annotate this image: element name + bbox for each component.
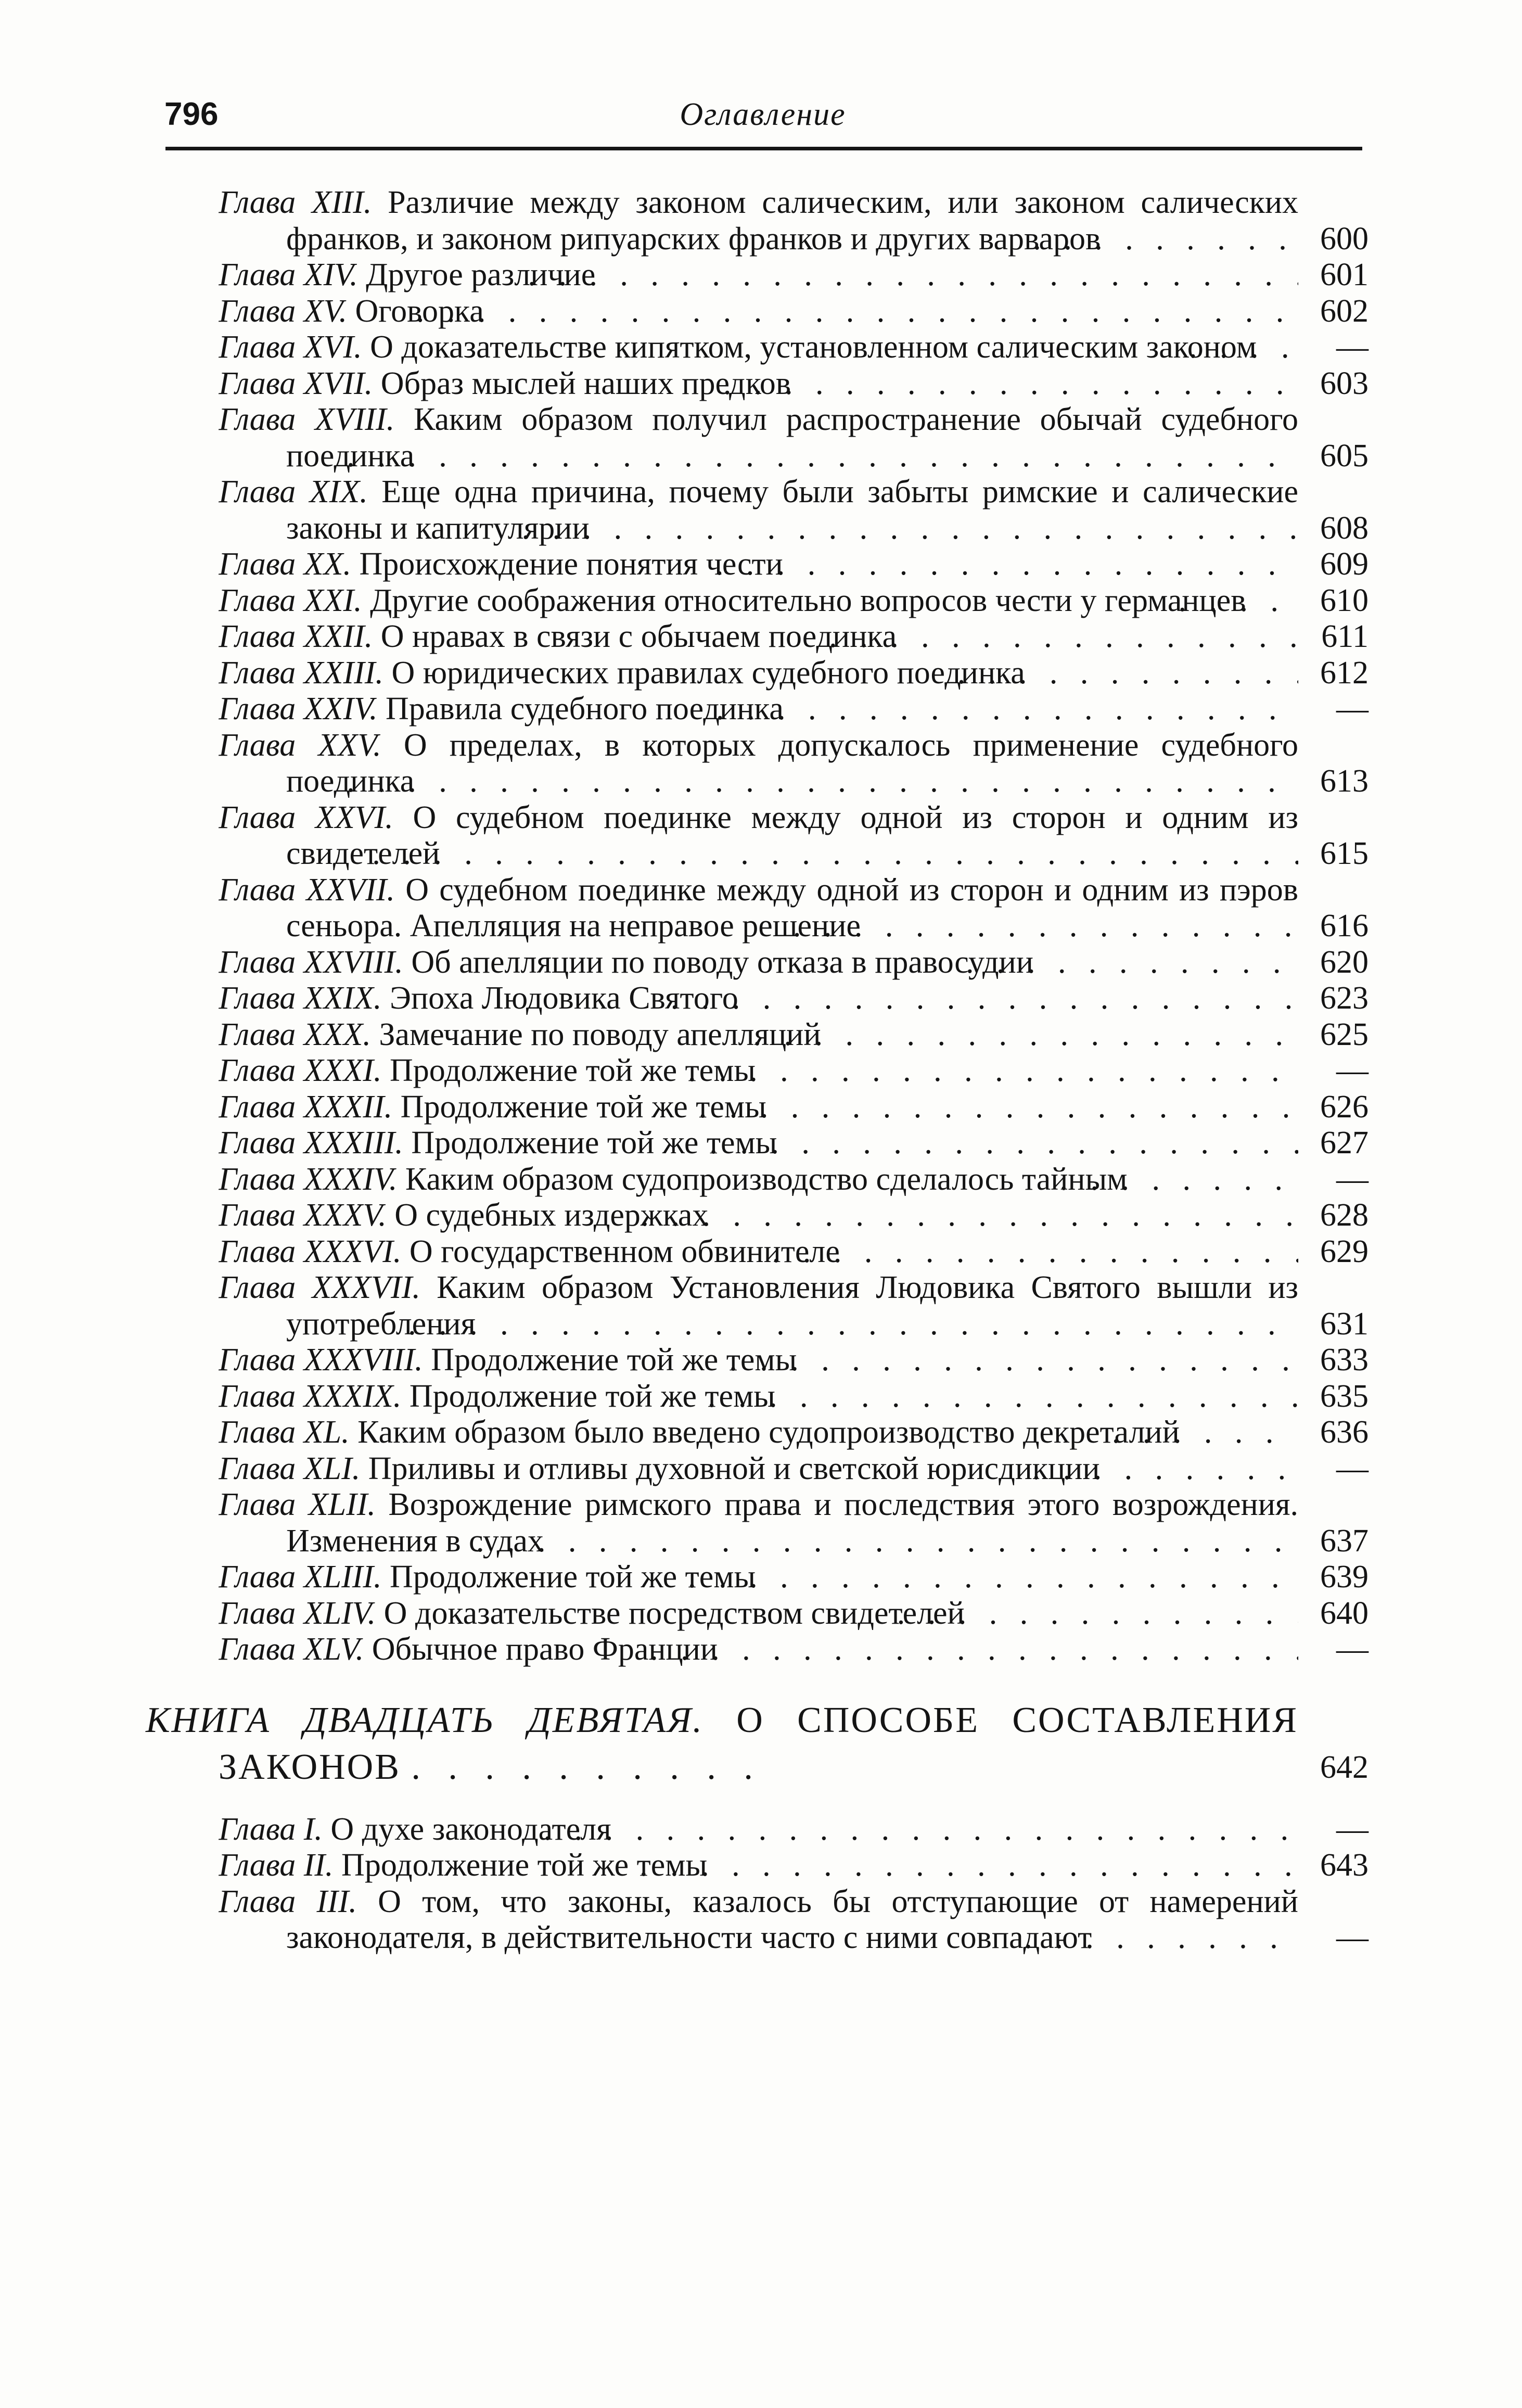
page-number-ref: 608 <box>1320 510 1368 546</box>
toc-entry-text <box>219 1559 1298 1596</box>
toc-entry-text <box>219 1017 1298 1053</box>
chapter-label: Глава XLIII. <box>219 1559 382 1595</box>
toc-entry[interactable] <box>219 1162 1368 1198</box>
toc-entry-text <box>219 1812 1298 1848</box>
page-number-ref: — <box>1336 1632 1368 1667</box>
page-number-ref: 615 <box>1320 836 1368 871</box>
page-number-ref: 603 <box>1320 365 1368 401</box>
toc-entry-text <box>219 1379 1298 1415</box>
chapter-label: Глава XIX. <box>219 474 368 509</box>
page-number-ref: 600 <box>1320 221 1368 257</box>
page-number: 796 <box>164 96 219 132</box>
toc-entry-text <box>219 1415 1298 1451</box>
toc-entry[interactable] <box>219 583 1368 619</box>
toc-entry-text <box>219 583 1298 619</box>
toc-entry-text <box>219 294 1298 330</box>
toc-entry[interactable] <box>219 1848 1368 1884</box>
page-number-ref: 609 <box>1320 546 1368 582</box>
chapter-title: Происхождение понятия чести <box>359 546 783 582</box>
page-number-ref: 627 <box>1320 1125 1368 1161</box>
toc-entry-text <box>219 980 1298 1017</box>
toc-entry-text <box>219 1596 1298 1632</box>
chapter-label: Глава XX. <box>219 546 351 582</box>
toc-entry[interactable] <box>219 800 1368 872</box>
toc-entry-text <box>219 366 1298 402</box>
page-number-ref: 626 <box>1320 1089 1368 1125</box>
chapter-title: Правила судебного поединка <box>386 691 784 727</box>
running-title: Оглавление <box>680 97 846 132</box>
toc-entry-text <box>219 728 1298 800</box>
book-heading-text <box>146 1697 1298 1791</box>
toc-section-book-29 <box>219 1812 1368 1956</box>
chapter-title: Продолжение той же темы <box>390 1053 756 1088</box>
toc-entry[interactable] <box>219 1270 1368 1342</box>
toc-entry[interactable] <box>219 402 1368 474</box>
chapter-label: Глава XLI. <box>219 1450 361 1486</box>
chapter-title: Приливы и отливы духовной и светской юрисдикции <box>368 1450 1100 1486</box>
toc-entry-text <box>219 474 1298 546</box>
page-number-ref: 633 <box>1320 1342 1368 1378</box>
chapter-title: О юридических правилах судебного поединка <box>391 655 1025 691</box>
toc-entry-text <box>219 1884 1298 1956</box>
page-number-ref: 612 <box>1320 655 1368 691</box>
page-number-ref: — <box>1336 1920 1368 1955</box>
page-number-ref: — <box>1336 329 1368 365</box>
chapter-title: О государственном обвинителе <box>409 1233 840 1269</box>
toc-entry-text <box>219 1125 1298 1162</box>
chapter-label: Глава XXXIV. <box>219 1161 398 1197</box>
page-number-ref: — <box>1336 1053 1368 1088</box>
chapter-title: О судебных издержках <box>394 1197 709 1233</box>
chapter-label: Глава XXVII. <box>219 872 395 908</box>
page-number-ref: 643 <box>1320 1848 1368 1883</box>
chapter-title: Замечание по поводу апелляций <box>379 1016 821 1052</box>
chapter-label: Глава XXVIII. <box>219 944 403 980</box>
chapter-title: Продолжение той же темы <box>400 1089 766 1125</box>
toc-entry[interactable] <box>219 980 1368 1017</box>
toc-entry-text <box>219 1089 1298 1126</box>
table-of-contents <box>146 185 1368 1956</box>
header-rule <box>165 147 1362 150</box>
chapter-label: Глава XVII. <box>219 365 373 401</box>
toc-entry-text <box>219 1053 1298 1089</box>
toc-entry[interactable] <box>219 1415 1368 1451</box>
page-number-ref: 620 <box>1320 944 1368 980</box>
book-label: КНИГА ДВАДЦАТЬ ДЕВЯТАЯ. <box>146 1700 704 1740</box>
chapter-title: Каким образом было введено судопроизводство декреталий <box>357 1415 1180 1450</box>
toc-entry-text <box>219 1451 1298 1487</box>
chapter-title: Обычное право Франции <box>372 1632 718 1667</box>
chapter-label: Глава XXIX. <box>219 980 382 1016</box>
book-heading[interactable] <box>146 1697 1368 1791</box>
chapter-label: Глава XXXVI. <box>219 1233 402 1269</box>
toc-entry[interactable] <box>219 1089 1368 1126</box>
toc-entry[interactable] <box>219 329 1368 366</box>
chapter-label: Глава XXI. <box>219 582 362 618</box>
toc-entry-text <box>219 691 1298 728</box>
toc-entry[interactable] <box>219 1053 1368 1089</box>
toc-entry[interactable] <box>219 1234 1368 1270</box>
page-number-ref: — <box>1336 691 1368 727</box>
page-number-ref: 601 <box>1320 257 1368 292</box>
toc-entry-text <box>219 945 1298 981</box>
toc-entry-text <box>219 1632 1298 1668</box>
toc-entry[interactable] <box>219 366 1368 402</box>
toc-entry[interactable] <box>219 1379 1368 1415</box>
chapter-label: Глава XXXV. <box>219 1197 387 1233</box>
chapter-label: Глава XXII. <box>219 619 373 654</box>
page-number-ref: 625 <box>1320 1016 1368 1052</box>
toc-entry-text <box>219 402 1298 474</box>
chapter-title: О том, что законы, казалось бы отступающие от намерений законодателя, в действительности часто с ними совпадают <box>286 1883 1298 1955</box>
page-number-ref: 629 <box>1320 1233 1368 1269</box>
chapter-title: Продолжение той же темы <box>409 1378 775 1414</box>
chapter-title: О судебном поединке между одной из сторон и одним из пэров сеньора. Апелляция на неправое решение <box>286 872 1298 944</box>
page-number-ref: 637 <box>1320 1523 1368 1559</box>
chapter-label: Глава II. <box>219 1848 334 1883</box>
chapter-label: Глава I. <box>219 1811 323 1847</box>
chapter-label: Глава XXX. <box>219 1016 371 1052</box>
chapter-label: Глава XV. <box>219 293 348 329</box>
chapter-label: Глава XIV. <box>219 257 358 292</box>
chapter-label: Глава XXIII. <box>219 655 383 691</box>
toc-entry-text <box>219 329 1298 366</box>
chapter-label: Глава XLII. <box>219 1487 376 1522</box>
chapter-title: О духе законодателя <box>330 1811 611 1847</box>
chapter-label: Глава XL. <box>219 1415 350 1450</box>
chapter-label: Глава XXIV. <box>219 691 378 727</box>
chapter-title: О доказательстве посредством свидетелей <box>383 1595 965 1631</box>
toc-entry[interactable] <box>219 1559 1368 1596</box>
chapter-title: Различие между законом салическим, или законом салических франков, и законом рипуарских франков и других варваров <box>286 185 1298 257</box>
toc-entry-text <box>219 872 1298 945</box>
toc-entry[interactable] <box>219 691 1368 728</box>
page-number-ref: 602 <box>1320 293 1368 329</box>
toc-entry[interactable] <box>219 1451 1368 1487</box>
toc-entry-text <box>219 800 1298 872</box>
toc-entry[interactable] <box>219 872 1368 945</box>
chapter-title: Продолжение той же темы <box>431 1342 797 1378</box>
page-number-ref: — <box>1336 1450 1368 1486</box>
toc-entry[interactable] <box>219 1125 1368 1162</box>
chapter-title: О нравах в связи с обычаем поединка <box>380 619 897 654</box>
toc-entry-text <box>219 1342 1298 1379</box>
chapter-title: Оговорка <box>355 293 484 329</box>
page-number-ref: — <box>1336 1811 1368 1847</box>
chapter-label: Глава XVIII. <box>219 402 395 437</box>
toc-entry-text <box>219 1234 1298 1270</box>
chapter-title: Продолжение той же темы <box>390 1559 756 1595</box>
toc-entry[interactable] <box>219 1884 1368 1956</box>
toc-entry-text <box>219 1162 1298 1198</box>
toc-entry-text <box>219 1848 1298 1884</box>
toc-entry-text <box>219 1487 1298 1559</box>
chapter-label: Глава XXXI. <box>219 1053 382 1088</box>
toc-entry[interactable] <box>219 1197 1368 1234</box>
chapter-title: Другое различие <box>366 257 596 292</box>
chapter-label: Глава XXXVII. <box>219 1270 420 1305</box>
chapter-label: Глава XXXVIII. <box>219 1342 423 1378</box>
toc-entry[interactable] <box>219 185 1368 257</box>
chapter-title: Образ мыслей наших предков <box>380 365 791 401</box>
toc-entry-text <box>219 546 1298 583</box>
chapter-title: Каким образом получил распространение обычай судебного поединка <box>286 402 1298 474</box>
chapter-title: Продолжение той же темы <box>411 1125 777 1161</box>
page-number-ref: 610 <box>1320 582 1368 618</box>
chapter-label: Глава XLIV. <box>219 1595 376 1631</box>
page-number-ref: — <box>1336 1161 1368 1197</box>
chapter-label: Глава XVI. <box>219 329 362 365</box>
chapter-title: О пределах, в которых допускалось применение судебного поединка <box>286 727 1298 799</box>
chapter-label: Глава XXXIII. <box>219 1125 403 1161</box>
chapter-title: Еще одна причина, почему были забыты римские и салические законы и капитулярии <box>286 474 1298 546</box>
chapter-label: Глава XXV. <box>219 727 381 763</box>
chapter-title: Эпоха Людовика Святого <box>390 980 738 1016</box>
toc-entry-text <box>219 185 1298 257</box>
toc-entry[interactable] <box>219 546 1368 583</box>
chapter-title: Другие соображения относительно вопросов чести у германцев <box>370 582 1246 618</box>
toc-entry[interactable] <box>219 474 1368 546</box>
page-number-ref: 635 <box>1320 1378 1368 1414</box>
toc-entry-text <box>219 655 1298 692</box>
toc-entry-text <box>219 1270 1298 1342</box>
page-number-ref: 639 <box>1320 1559 1368 1595</box>
leader-dots: . . . . . . . . . . <box>411 1747 762 1787</box>
page-header <box>164 94 1361 151</box>
toc-entry[interactable] <box>219 1812 1368 1848</box>
chapter-label: Глава XLV. <box>219 1632 364 1667</box>
page-number-ref: 616 <box>1320 908 1368 944</box>
chapter-label: Глава XXVI. <box>219 799 393 835</box>
page-number-ref: 623 <box>1320 980 1368 1016</box>
toc-entry[interactable] <box>219 1017 1368 1053</box>
toc-entry[interactable] <box>219 1596 1368 1632</box>
page-number-ref: 611 <box>1321 619 1368 654</box>
book-title: О СПОСОБЕ СОСТАВЛЕНИЯ ЗАКОНОВ <box>219 1700 1298 1787</box>
chapter-title: Возрождение римского права и последствия этого возрождения. Изменения в судах <box>286 1487 1298 1559</box>
toc-section-book-28 <box>219 185 1368 1668</box>
toc-entry[interactable] <box>219 945 1368 981</box>
page-number-ref: 631 <box>1320 1306 1368 1342</box>
toc-entry[interactable] <box>219 294 1368 330</box>
page-number-ref: 613 <box>1320 763 1368 799</box>
toc-entry[interactable] <box>219 619 1368 655</box>
chapter-label: Глава XXXIX. <box>219 1378 402 1414</box>
page-number-ref: 605 <box>1320 438 1368 474</box>
toc-entry[interactable] <box>219 728 1368 800</box>
chapter-title: Каким образом Установления Людовика Святого вышли из употребления <box>286 1270 1298 1342</box>
toc-entry[interactable] <box>219 1487 1368 1559</box>
toc-entry[interactable] <box>219 1342 1368 1379</box>
chapter-label: Глава XIII. <box>219 185 372 220</box>
page-number-ref: 628 <box>1320 1197 1368 1233</box>
chapter-label: Глава III. <box>219 1883 357 1919</box>
toc-entry-text <box>219 1197 1298 1234</box>
toc-entry[interactable] <box>219 655 1368 692</box>
toc-entry[interactable] <box>219 257 1368 294</box>
page-number-ref: 640 <box>1320 1595 1368 1631</box>
chapter-title: Продолжение той же темы <box>341 1848 708 1883</box>
toc-entry[interactable] <box>219 1632 1368 1668</box>
book-page-number: 642 <box>1320 1749 1368 1785</box>
chapter-title: Каким образом судопроизводство сделалось тайным <box>405 1161 1128 1197</box>
chapter-label: Глава XXXII. <box>219 1089 393 1125</box>
toc-entry-text <box>219 257 1298 294</box>
toc-entry-text <box>219 619 1298 655</box>
chapter-title: О доказательстве кипятком, установленном салическим законом <box>370 329 1257 365</box>
chapter-title: Об апелляции по поводу отказа в правосудии <box>411 944 1033 980</box>
chapter-title: О судебном поединке между одной из сторон и одним из свидетелей <box>286 799 1298 871</box>
page-number-ref: 636 <box>1320 1415 1368 1450</box>
